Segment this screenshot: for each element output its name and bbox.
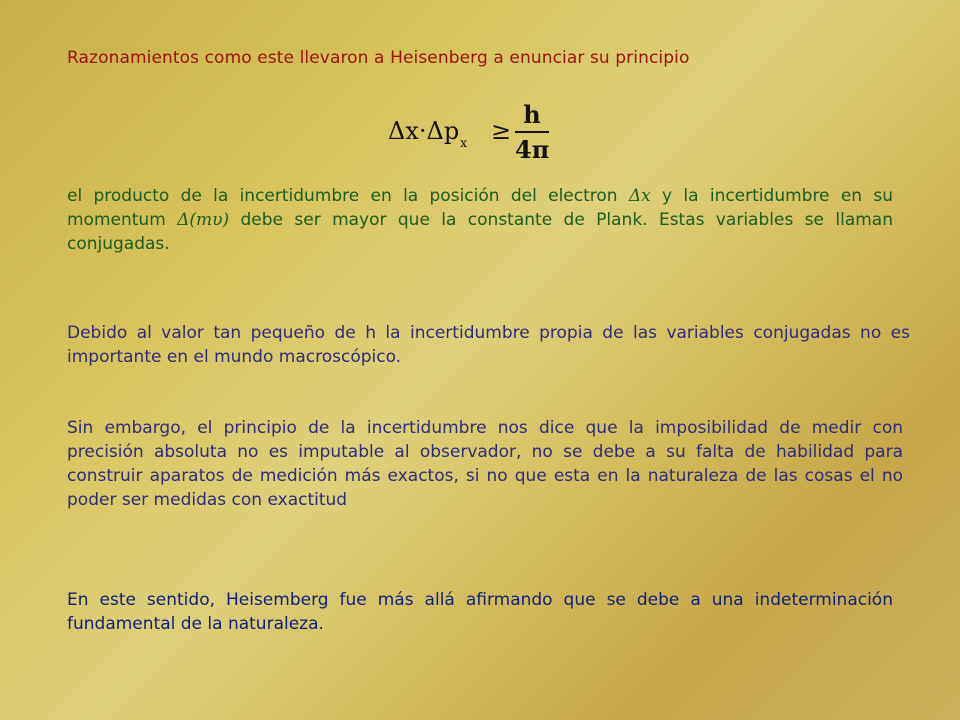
slide-heading: Razonamientos como este llevaron a Heisenberg a enunciar su principio — [67, 48, 690, 68]
paragraph1-part3: debe ser mayor que la constante de Plank. Estas variables se llaman conjugadas. — [67, 210, 893, 254]
paragraph1-part2: y la incertidumbre en su momentum — [67, 186, 893, 230]
formula-lhs — [388, 117, 467, 150]
formula-subscript: x — [460, 136, 467, 150]
formula-numerator: h — [523, 100, 541, 129]
fraction-bar — [515, 131, 549, 133]
uncertainty-formula — [388, 101, 548, 165]
formula-lhs-main: Δx·Δp — [388, 117, 460, 145]
delta-momentum-symbol: Δ(mυ) — [177, 210, 230, 230]
paragraph-conjugate-variables — [67, 184, 893, 256]
paragraph-indeterminacy: En este sentido, Heisemberg fue más allá afirmando que se debe a una indeterminación fundamental de la naturaleza. — [67, 590, 893, 634]
delta-x-symbol: Δx — [628, 186, 651, 206]
formula-denominator: 4π — [515, 135, 550, 164]
formula-relation: ≥ — [491, 117, 512, 145]
formula-fraction — [515, 101, 549, 164]
paragraph1-part1: el producto de la incertidumbre en la posición del electron — [67, 186, 629, 206]
paragraph-observer: Sin embargo, el principio de la incertidumbre nos dice que la imposibilidad de medir con precisión absoluta no es imputable al observador, no se debe a su falta de habilidad para construir aparatos de medición más exactos, si no que esta en la naturaleza de las cosas el no poder ser medidas con exactitud — [67, 418, 903, 510]
paragraph-macroscopic: Debido al valor tan pequeño de h la incertidumbre propia de las variables conjugadas no es importante en el mundo macroscópico. — [67, 323, 910, 367]
